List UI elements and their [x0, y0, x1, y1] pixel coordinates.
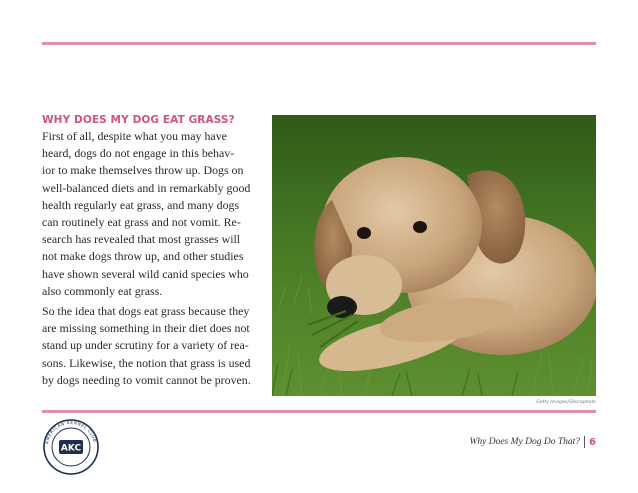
paragraph-line: search has revealed that most grasses will — [42, 232, 241, 247]
paragraph-1 — [42, 128, 264, 300]
paragraph-line: are missing something in their diet does not — [42, 321, 250, 336]
paragraph-line: by dogs needing to vomit cannot be proven. — [42, 372, 251, 387]
paragraph-line: ior to make themselves throw up. Dogs on — [42, 163, 244, 178]
logo-initials: AKC — [60, 443, 82, 454]
page-number: 6 — [589, 436, 596, 448]
paragraph-line: well-balanced diets and in remarkably good — [42, 180, 251, 195]
photo-credit: Getty Images/iStockphoto — [536, 400, 596, 405]
bottom-divider — [42, 410, 596, 413]
page-footer — [469, 436, 596, 448]
paragraph-line: heard, dogs do not engage in this behav- — [42, 146, 235, 161]
logo-ring-text: AMERICAN KENNEL CLUB — [44, 419, 98, 445]
footer-separator — [584, 436, 585, 448]
paragraph-line: First of all, despite what you may have — [42, 129, 227, 143]
paragraph-line: sons. Likewise, the notion that grass is used — [42, 355, 251, 370]
paragraph-line: can routinely eat grass and not vomit. Re- — [42, 215, 241, 230]
footer-title: Why Does My Dog Do That? — [469, 437, 581, 447]
paragraph-line: So the idea that dogs eat grass because they — [42, 304, 250, 318]
top-divider — [42, 42, 596, 45]
akc-logo — [42, 418, 100, 476]
paragraph-line: also commonly eat grass. — [42, 283, 163, 298]
puppy-illustration — [272, 115, 596, 396]
paragraph-line: not make dogs throw up, and other studies — [42, 249, 244, 264]
paragraph-line: have shown several wild canid species who — [42, 266, 249, 281]
puppy-photo — [272, 115, 596, 396]
paragraph-2 — [42, 303, 264, 389]
paragraph-line: stand up under scrutiny for a variety of rea- — [42, 338, 249, 353]
section-heading: WHY DOES MY DOG EAT GRASS? — [42, 114, 235, 126]
paragraph-line: health regularly eat grass, and many dogs — [42, 197, 240, 212]
